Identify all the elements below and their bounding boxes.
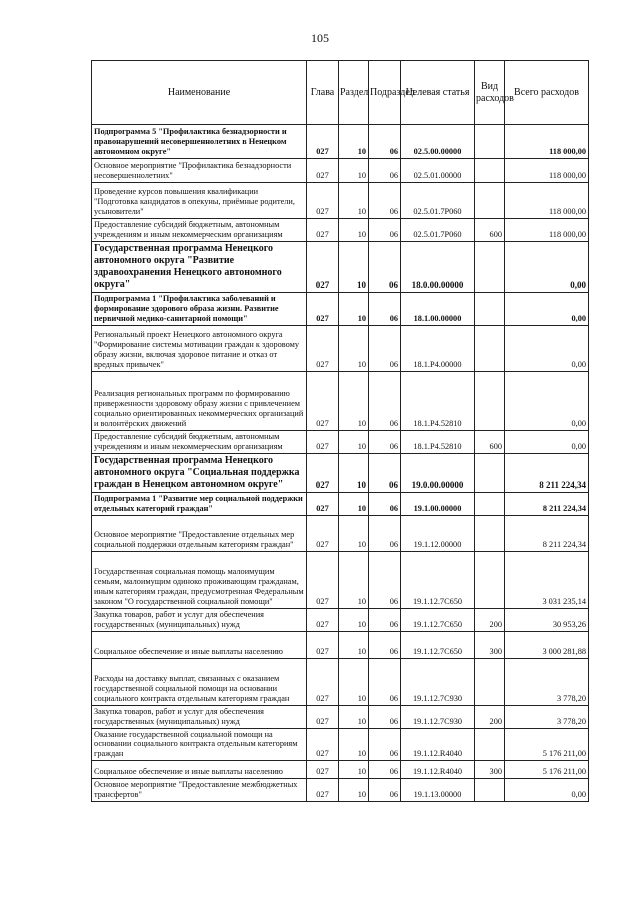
row-vid-cell — [475, 453, 505, 492]
row-razdel-cell: 10 — [339, 608, 369, 631]
row-podrazdel-cell: 06 — [369, 125, 401, 159]
row-article-cell: 19.1.12.00000 — [401, 515, 475, 551]
row-razdel-cell: 10 — [339, 515, 369, 551]
row-glava-cell: 027 — [307, 159, 339, 183]
row-glava-cell: 027 — [307, 515, 339, 551]
row-podrazdel-cell: 06 — [369, 453, 401, 492]
table-body — [92, 125, 589, 802]
row-vid-cell — [475, 371, 505, 430]
row-podrazdel-cell: 06 — [369, 371, 401, 430]
row-total-cell: 0,00 — [505, 292, 589, 325]
row-glava-cell: 027 — [307, 183, 339, 219]
row-name-cell: Основное мероприятие "Профилактика безнадзорности несовершеннолетних" — [92, 159, 307, 183]
table-row — [92, 430, 589, 453]
row-article-cell: 19.1.12.7С930 — [401, 658, 475, 705]
row-razdel-cell: 10 — [339, 125, 369, 159]
header-total: Всего расходов — [505, 61, 589, 125]
row-glava-cell: 027 — [307, 292, 339, 325]
row-total-cell: 5 176 211,00 — [505, 761, 589, 779]
row-article-cell: 19.1.00.00000 — [401, 492, 475, 515]
table-row — [92, 608, 589, 631]
row-total-cell: 8 211 224,34 — [505, 515, 589, 551]
row-vid-cell: 200 — [475, 608, 505, 631]
row-name-cell: Реализация региональных программ по формированию приверженности здоровому образу жизни с привлечением социально ориентированных некоммерческих организаций и волонтёрских движений — [92, 371, 307, 430]
row-total-cell: 3 000 281,88 — [505, 631, 589, 658]
row-name-cell: Подпрограмма 5 "Профилактика безнадзорности и правонарушений несовершеннолетних в Ненецком автономном округе" — [92, 125, 307, 159]
row-vid-cell — [475, 183, 505, 219]
row-total-cell: 0,00 — [505, 779, 589, 802]
table-row — [92, 371, 589, 430]
row-name-cell: Предоставление субсидий бюджетным, автономным учреждениям и иным некоммерческим организациям — [92, 219, 307, 242]
row-name-cell: Подпрограмма 1 "Развитие мер социальной поддержки отдельных категорий граждан" — [92, 492, 307, 515]
header-podrazdel: Подраздел — [369, 61, 401, 125]
row-razdel-cell: 10 — [339, 219, 369, 242]
row-glava-cell: 027 — [307, 453, 339, 492]
row-vid-cell: 200 — [475, 705, 505, 728]
row-article-cell: 18.1.Р4.00000 — [401, 325, 475, 371]
row-name-cell: Основное мероприятие "Предоставление межбюджетных трансфертов" — [92, 779, 307, 802]
budget-table — [91, 60, 589, 802]
row-podrazdel-cell: 06 — [369, 430, 401, 453]
row-podrazdel-cell: 06 — [369, 492, 401, 515]
row-name-cell: Закупка товаров, работ и услуг для обеспечения государственных (муниципальных) нужд — [92, 705, 307, 728]
table-row — [92, 183, 589, 219]
row-vid-cell — [475, 515, 505, 551]
row-podrazdel-cell: 06 — [369, 608, 401, 631]
row-vid-cell — [475, 551, 505, 608]
row-total-cell: 3 778,20 — [505, 705, 589, 728]
row-podrazdel-cell: 06 — [369, 219, 401, 242]
row-name-cell: Региональный проект Ненецкого автономного округа "Формирование системы мотивации граждан к здоровому образу жизни, включая здоровое питание и отказ от вредных привычек" — [92, 325, 307, 371]
row-razdel-cell: 10 — [339, 492, 369, 515]
row-vid-cell: 300 — [475, 631, 505, 658]
table-row — [92, 728, 589, 761]
row-glava-cell: 027 — [307, 608, 339, 631]
row-total-cell: 3 778,20 — [505, 658, 589, 705]
row-total-cell: 118 000,00 — [505, 183, 589, 219]
header-name: Наименование — [92, 61, 307, 125]
header-article: Целевая статья — [401, 61, 475, 125]
row-razdel-cell: 10 — [339, 779, 369, 802]
table-row — [92, 219, 589, 242]
table-row — [92, 779, 589, 802]
row-vid-cell — [475, 159, 505, 183]
row-podrazdel-cell: 06 — [369, 551, 401, 608]
row-razdel-cell: 10 — [339, 183, 369, 219]
row-vid-cell — [475, 241, 505, 292]
row-glava-cell: 027 — [307, 631, 339, 658]
row-total-cell: 0,00 — [505, 241, 589, 292]
row-vid-cell — [475, 292, 505, 325]
row-podrazdel-cell: 06 — [369, 183, 401, 219]
row-podrazdel-cell: 06 — [369, 658, 401, 705]
row-article-cell: 02.5.01.7Р060 — [401, 183, 475, 219]
row-total-cell: 5 176 211,00 — [505, 728, 589, 761]
row-razdel-cell: 10 — [339, 658, 369, 705]
row-razdel-cell: 10 — [339, 371, 369, 430]
row-article-cell: 02.5.00.00000 — [401, 125, 475, 159]
header-razdel: Раздел — [339, 61, 369, 125]
row-vid-cell — [475, 125, 505, 159]
page-number: 105 — [311, 31, 329, 45]
row-podrazdel-cell: 06 — [369, 292, 401, 325]
row-vid-cell — [475, 658, 505, 705]
row-glava-cell: 027 — [307, 551, 339, 608]
row-total-cell: 30 953,26 — [505, 608, 589, 631]
row-total-cell: 0,00 — [505, 430, 589, 453]
row-glava-cell: 027 — [307, 219, 339, 242]
row-article-cell: 19.1.12.R4040 — [401, 761, 475, 779]
row-vid-cell — [475, 492, 505, 515]
row-name-cell: Закупка товаров, работ и услуг для обеспечения государственных (муниципальных) нужд — [92, 608, 307, 631]
header-vid: Вид расходов — [475, 61, 505, 125]
row-razdel-cell: 10 — [339, 453, 369, 492]
row-article-cell: 02.5.01.00000 — [401, 159, 475, 183]
row-article-cell: 18.1.Р4.52810 — [401, 371, 475, 430]
table-row — [92, 292, 589, 325]
row-podrazdel-cell: 06 — [369, 325, 401, 371]
row-razdel-cell: 10 — [339, 325, 369, 371]
row-article-cell: 19.1.13.00000 — [401, 779, 475, 802]
row-name-cell: Государственная программа Ненецкого автономного округа "Развитие здравоохранения Ненецкого автономного округа" — [92, 241, 307, 292]
row-razdel-cell: 10 — [339, 551, 369, 608]
row-glava-cell: 027 — [307, 761, 339, 779]
row-total-cell: 0,00 — [505, 371, 589, 430]
row-total-cell: 118 000,00 — [505, 159, 589, 183]
row-glava-cell: 027 — [307, 728, 339, 761]
table-header-row — [92, 61, 589, 125]
row-razdel-cell: 10 — [339, 728, 369, 761]
header-glava: Глава — [307, 61, 339, 125]
row-razdel-cell: 10 — [339, 761, 369, 779]
row-article-cell: 18.1.Р4.52810 — [401, 430, 475, 453]
row-name-cell: Подпрограмма 1 "Профилактика заболеваний и формирование здорового образа жизни. Развитие первичной медико-санитарной помощи" — [92, 292, 307, 325]
row-name-cell: Оказание государственной социальной помощи на основании социального контракта отдельным категориям граждан — [92, 728, 307, 761]
row-podrazdel-cell: 06 — [369, 728, 401, 761]
table-row — [92, 241, 589, 292]
table-row — [92, 631, 589, 658]
row-name-cell: Социальное обеспечение и иные выплаты населению — [92, 631, 307, 658]
row-article-cell: 18.0.00.00000 — [401, 241, 475, 292]
row-glava-cell: 027 — [307, 125, 339, 159]
row-podrazdel-cell: 06 — [369, 705, 401, 728]
row-razdel-cell: 10 — [339, 631, 369, 658]
row-article-cell: 19.1.12.7С650 — [401, 608, 475, 631]
row-podrazdel-cell: 06 — [369, 241, 401, 292]
row-article-cell: 19.1.12.7С650 — [401, 551, 475, 608]
row-vid-cell: 600 — [475, 219, 505, 242]
table-row — [92, 705, 589, 728]
row-total-cell: 3 031 235,14 — [505, 551, 589, 608]
row-total-cell: 118 000,00 — [505, 219, 589, 242]
row-glava-cell: 027 — [307, 705, 339, 728]
row-glava-cell: 027 — [307, 241, 339, 292]
row-total-cell: 8 211 224,34 — [505, 453, 589, 492]
row-name-cell: Государственная социальная помощь малоимущим семьям, малоимущим одиноко проживающим гражданам, иным категориям граждан, предусмотренная Федеральным законом "О государственной социальной помощи" — [92, 551, 307, 608]
table-row — [92, 325, 589, 371]
row-glava-cell: 027 — [307, 492, 339, 515]
row-glava-cell: 027 — [307, 371, 339, 430]
row-glava-cell: 027 — [307, 779, 339, 802]
table-row — [92, 551, 589, 608]
row-article-cell: 19.1.12.7С930 — [401, 705, 475, 728]
table-row — [92, 159, 589, 183]
row-total-cell: 8 211 224,34 — [505, 492, 589, 515]
row-article-cell: 19.1.12.7С650 — [401, 631, 475, 658]
row-glava-cell: 027 — [307, 430, 339, 453]
row-name-cell: Основное мероприятие "Предоставление отдельных мер социальной поддержки отдельным категориям граждан" — [92, 515, 307, 551]
row-article-cell: 02.5.01.7Р060 — [401, 219, 475, 242]
row-name-cell: Социальное обеспечение и иные выплаты населению — [92, 761, 307, 779]
table-row — [92, 125, 589, 159]
row-podrazdel-cell: 06 — [369, 761, 401, 779]
row-name-cell: Расходы на доставку выплат, связанных с оказанием государственной социальной помощи на основании социального контракта отдельным категориям граждан — [92, 658, 307, 705]
table-row — [92, 761, 589, 779]
row-podrazdel-cell: 06 — [369, 631, 401, 658]
table-row — [92, 515, 589, 551]
row-podrazdel-cell: 06 — [369, 779, 401, 802]
table-row — [92, 453, 589, 492]
row-name-cell: Проведение курсов повышения квалификации "Подготовка кандидатов в опекуны, приёмные родители, усыновители" — [92, 183, 307, 219]
row-name-cell: Государственная программа Ненецкого автономного округа "Социальная поддержка граждан в Ненецком автономном округе" — [92, 453, 307, 492]
row-razdel-cell: 10 — [339, 241, 369, 292]
row-podrazdel-cell: 06 — [369, 515, 401, 551]
row-razdel-cell: 10 — [339, 705, 369, 728]
table-row — [92, 658, 589, 705]
table-row — [92, 492, 589, 515]
row-razdel-cell: 10 — [339, 430, 369, 453]
row-vid-cell — [475, 779, 505, 802]
row-glava-cell: 027 — [307, 658, 339, 705]
row-vid-cell — [475, 728, 505, 761]
row-vid-cell: 300 — [475, 761, 505, 779]
row-total-cell: 118 000,00 — [505, 125, 589, 159]
row-total-cell: 0,00 — [505, 325, 589, 371]
row-razdel-cell: 10 — [339, 159, 369, 183]
row-razdel-cell: 10 — [339, 292, 369, 325]
row-glava-cell: 027 — [307, 325, 339, 371]
row-article-cell: 18.1.00.00000 — [401, 292, 475, 325]
row-name-cell: Предоставление субсидий бюджетным, автономным учреждениям и иным некоммерческим организациям — [92, 430, 307, 453]
row-podrazdel-cell: 06 — [369, 159, 401, 183]
row-article-cell: 19.0.00.00000 — [401, 453, 475, 492]
row-vid-cell — [475, 325, 505, 371]
row-vid-cell: 600 — [475, 430, 505, 453]
row-article-cell: 19.1.12.R4040 — [401, 728, 475, 761]
